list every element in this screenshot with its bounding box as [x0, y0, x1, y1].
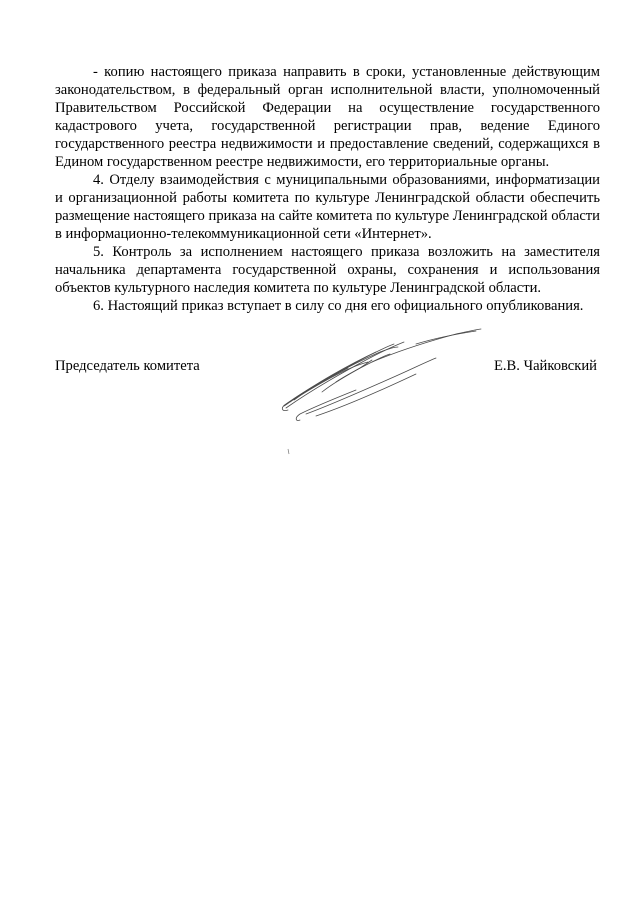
paragraph-copy-distribution: - копию настоящего приказа направить в сроки, установленные действующим законодательством, в федеральный орган исполнительной власти, уполномоченный Правительством Российской Федерации на осуществление государственного кадастрового учета, государственной регистрации прав, ведение Единого государственного реестра недвижимости и предоставление сведений, содержащихся в Едином государственном реестре недвижимости, его территориальные органы. [55, 64, 600, 170]
paragraph-4-publication: 4. Отделу взаимодействия с муниципальными образованиями, информатизации и организационной работы комитета по культуре Ленинградской области обеспечить размещение настоящего приказа на сайте комитета по культуре Ленинградской области в информационно-телекоммуникационной сети «Интернет». [55, 172, 600, 242]
paragraph-6-effective-date: 6. Настоящий приказ вступает в силу со дня его официального опубликования. [93, 298, 584, 314]
document-body [55, 63, 600, 315]
signatory-name: Е.В. Чайковский [493, 358, 597, 374]
stray-mark [286, 448, 292, 456]
signatory-title: Председатель комитета [55, 358, 200, 374]
handwritten-signature [276, 322, 491, 422]
paragraph-5-control: 5. Контроль за исполнением настоящего приказа возложить на заместителя начальника департамента государственной охраны, сохранения и использования объектов культурного наследия комитета по культуре Ленинградской области. [55, 244, 600, 296]
